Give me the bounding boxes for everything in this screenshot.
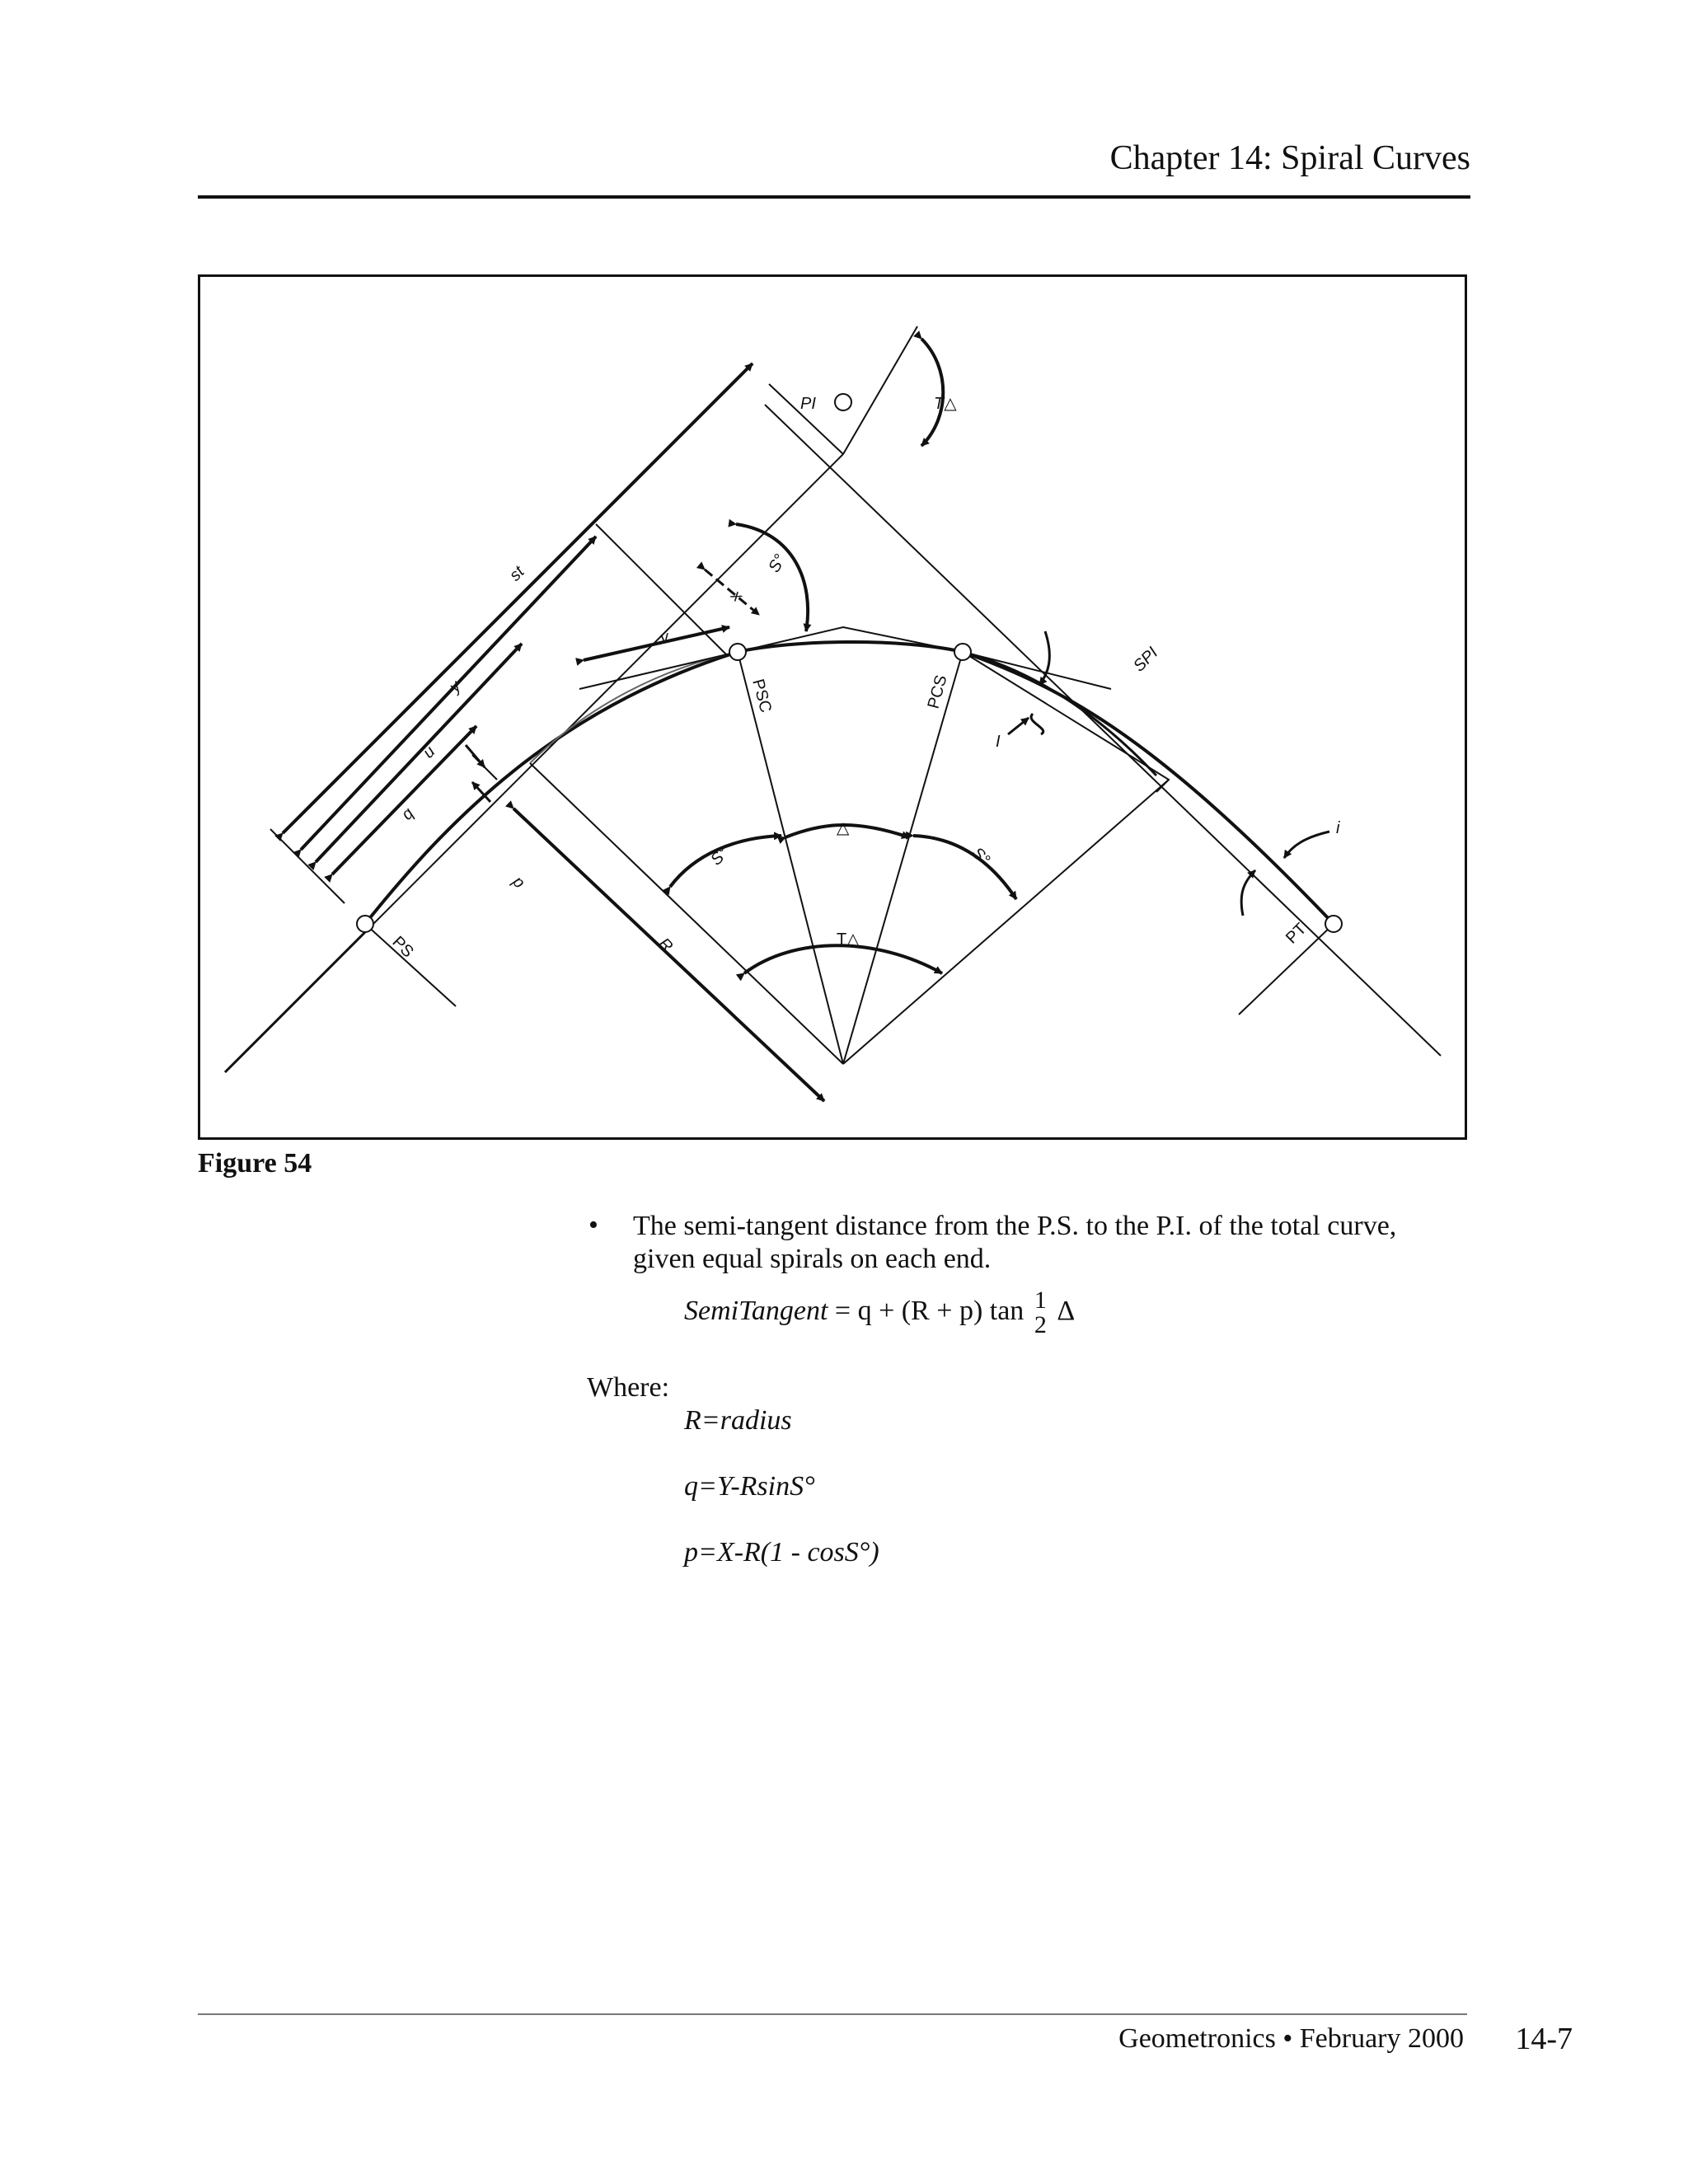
figure-box	[198, 274, 1467, 1140]
pi-extension-line	[843, 326, 917, 454]
st-label: st	[505, 562, 528, 585]
ps-point	[357, 916, 373, 932]
radius-line-right	[843, 780, 1169, 1064]
pcs-point	[954, 644, 971, 660]
offset-construct-right	[963, 652, 1169, 792]
i-small-arrow	[1284, 832, 1329, 858]
header-rule	[198, 195, 1470, 199]
s-deg-top-arc	[736, 524, 808, 631]
y-dimension-arrow	[301, 537, 596, 850]
v-label: v	[658, 627, 671, 648]
figure-caption: Figure 54	[198, 1148, 312, 1179]
pt-point	[1325, 916, 1342, 932]
forward-tangent-line	[765, 405, 1441, 1056]
fraction-denominator: 2	[1034, 1311, 1047, 1338]
q-dimension-arrow	[332, 726, 476, 874]
r-label: R	[654, 934, 677, 956]
radius-line-pcs	[843, 652, 963, 1064]
y-label: y	[445, 677, 465, 696]
bullet: •	[588, 1210, 598, 1240]
radius-line-left	[530, 763, 843, 1064]
spi-label: SPI	[1129, 644, 1162, 676]
radius-line-psc	[738, 652, 843, 1064]
offset-circular-curve	[530, 652, 738, 763]
spiral-curve-diagram	[200, 277, 1465, 1137]
footer-source: Geometronics • February 2000	[1118, 2023, 1464, 2054]
i-large-arrow	[1031, 714, 1043, 734]
t-delta-center-arc	[744, 945, 942, 973]
u-label: u	[419, 743, 439, 762]
s-deg-right-label: S°	[968, 843, 994, 869]
pt-label: PT	[1282, 919, 1311, 948]
x-label: x	[727, 586, 747, 606]
p-arrow-upper	[466, 745, 485, 767]
footer-rule	[198, 2013, 1467, 2015]
main-curve	[365, 642, 1334, 924]
delta-label: △	[837, 819, 850, 837]
t-delta-top-arc	[921, 339, 943, 446]
formula-rhs: = q + (R + p) tan	[834, 1295, 1025, 1326]
fraction-numerator: 1	[1034, 1286, 1047, 1314]
x-dimension-arrow	[705, 569, 759, 615]
page-number: 14-7	[1515, 2022, 1573, 2056]
s-deg-right-arc	[913, 836, 1016, 899]
dimension-base-line	[270, 829, 345, 903]
back-tangent-extension	[225, 932, 365, 1072]
pcs-label: PCS	[924, 673, 951, 711]
i-small-label: i	[1336, 819, 1340, 837]
t-delta-center-label: T△	[837, 930, 860, 949]
formula-lhs: SemiTangent	[684, 1295, 828, 1326]
semi-tangent-formula	[684, 1288, 1075, 1338]
s-deg-top-label: S°	[765, 551, 790, 576]
st-dimension-arrow	[283, 363, 753, 833]
t-delta-top-label: T△	[934, 395, 957, 413]
q-label: q	[397, 804, 418, 824]
definition-p: p=X-R(1 - cosS°)	[684, 1537, 879, 1568]
chapter-title: Chapter 14: Spiral Curves	[1109, 139, 1470, 177]
i-large-arrowhead	[1008, 718, 1029, 734]
semi-tangent-description: The semi-tangent distance from the P.S. to the P.I. of the total curve, given equal spirals on each end.	[633, 1211, 1397, 1274]
psc-point	[729, 644, 746, 660]
definition-q: q=Y-RsinS°	[684, 1471, 815, 1502]
pi-point	[835, 394, 851, 410]
psc-label: PSC	[748, 677, 776, 715]
v-dimension-arrow	[584, 627, 729, 660]
s-deg-left-label: S°	[706, 843, 733, 869]
where-label: Where:	[587, 1372, 670, 1403]
definition-radius: R=radius	[684, 1405, 792, 1436]
pt-lower-arrow	[1241, 870, 1255, 916]
pi-label: PI	[800, 395, 816, 413]
i-large-label: I	[996, 733, 1001, 751]
p-label: p	[509, 872, 528, 893]
ps-normal-line	[365, 924, 456, 1006]
ps-label: PS	[388, 932, 417, 962]
formula-delta: Δ	[1057, 1295, 1076, 1326]
u-dimension-arrow	[316, 644, 522, 862]
formula-fraction	[1034, 1288, 1047, 1338]
